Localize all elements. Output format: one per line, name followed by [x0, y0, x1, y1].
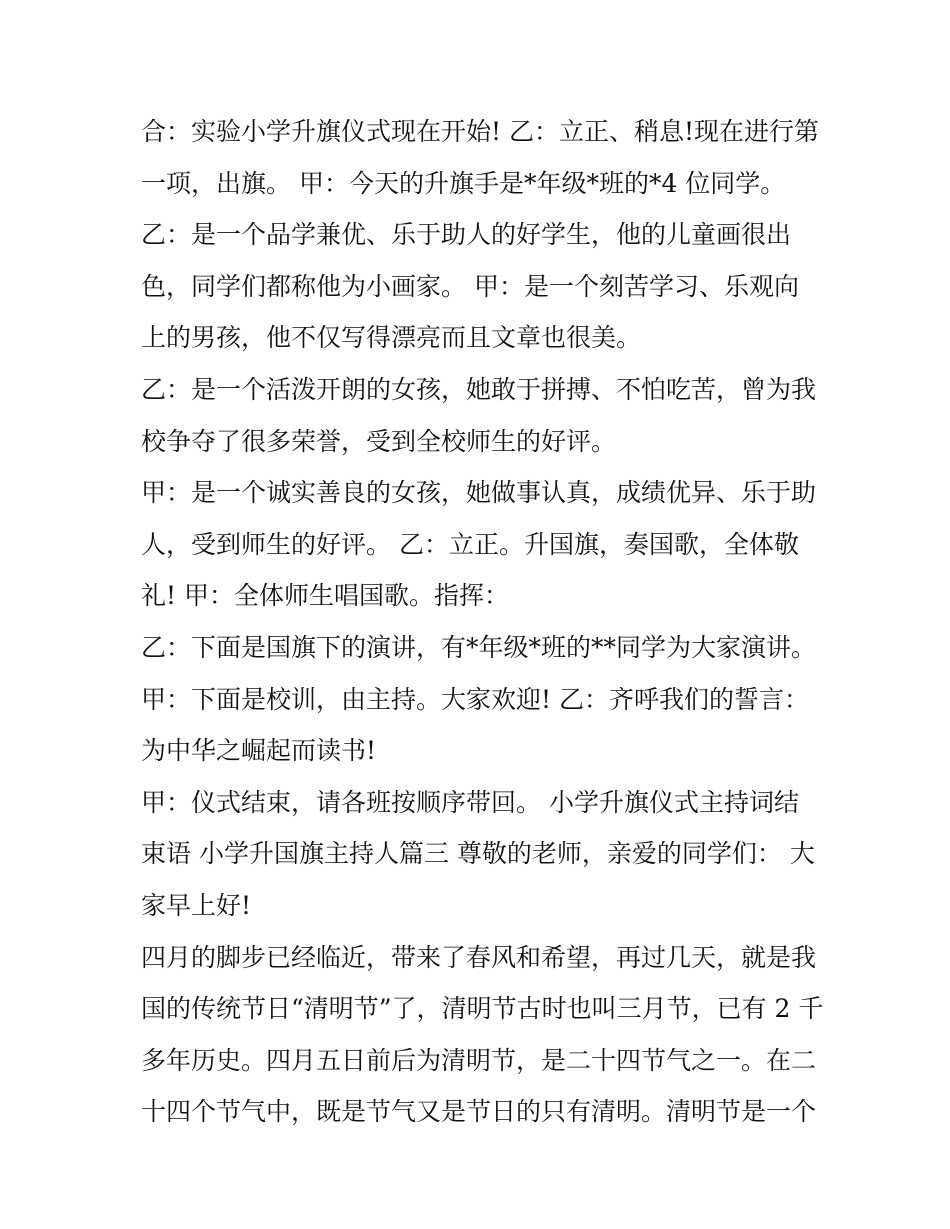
document-body — [141, 106, 824, 1138]
text-line: 多年历史。四月五日前后为清明节，是二十四节气之一。在二 — [141, 1045, 817, 1075]
text-line: 为中华之崛起而读书! — [141, 736, 377, 766]
text-line: 十四个节气中，既是节气又是节日的只有清明。清明节是一个 — [141, 1097, 817, 1127]
text-line: 一项，出旗。 甲：今天的升旗手是*年级*班的*4 位同学。 — [141, 168, 786, 198]
text-line: 合：实验小学升旗仪式现在开始! 乙：立正、稍息!现在进行第 — [141, 117, 820, 146]
text-line: 家早上好! — [141, 890, 252, 920]
text-line: 乙：是一个活泼开朗的女孩，她敢于拼搏、不怕吃苦，曾为我 — [141, 374, 817, 404]
text-line: 乙：下面是国旗下的演讲，有*年级*班的**同学为大家演讲。 — [141, 632, 817, 662]
text-line: 校争夺了很多荣誉，受到全校师生的好评。 — [141, 426, 617, 456]
text-line: 礼! 甲：全体师生唱国歌。指挥： — [141, 581, 509, 611]
text-line: 束语 小学升国旗主持人篇三 尊敬的老师，亲爱的同学们： 大 — [141, 839, 815, 869]
text-line: 四月的脚步已经临近，带来了春风和希望，再过几天，就是我 — [141, 942, 817, 972]
text-line: 色，同学们都称他为小画家。 甲：是一个刻苦学习、乐观向 — [141, 271, 799, 301]
text-line: 甲：是一个诚实善良的女孩，她做事认真，成绩优异、乐于助 — [141, 478, 817, 508]
text-line: 甲：仪式结束，请各班按顺序带回。 小学升旗仪式主持词结 — [141, 787, 799, 817]
text-line: 国的传统节日“清明节”了，清明节古时也叫三月节，已有 2 千 — [141, 994, 824, 1024]
text-line: 甲：下面是校训，由主持。大家欢迎! 乙：齐呼我们的誓言： — [141, 684, 809, 714]
text-line: 人，受到师生的好评。 乙：立正。升国旗，奏国歌，全体敬 — [141, 529, 799, 559]
text-line: 上的男孩，他不仅写得漂亮而且文章也很美。 — [141, 323, 642, 353]
text-line: 乙：是一个品学兼优、乐于助人的好学生，他的儿童画很出 — [141, 220, 792, 250]
